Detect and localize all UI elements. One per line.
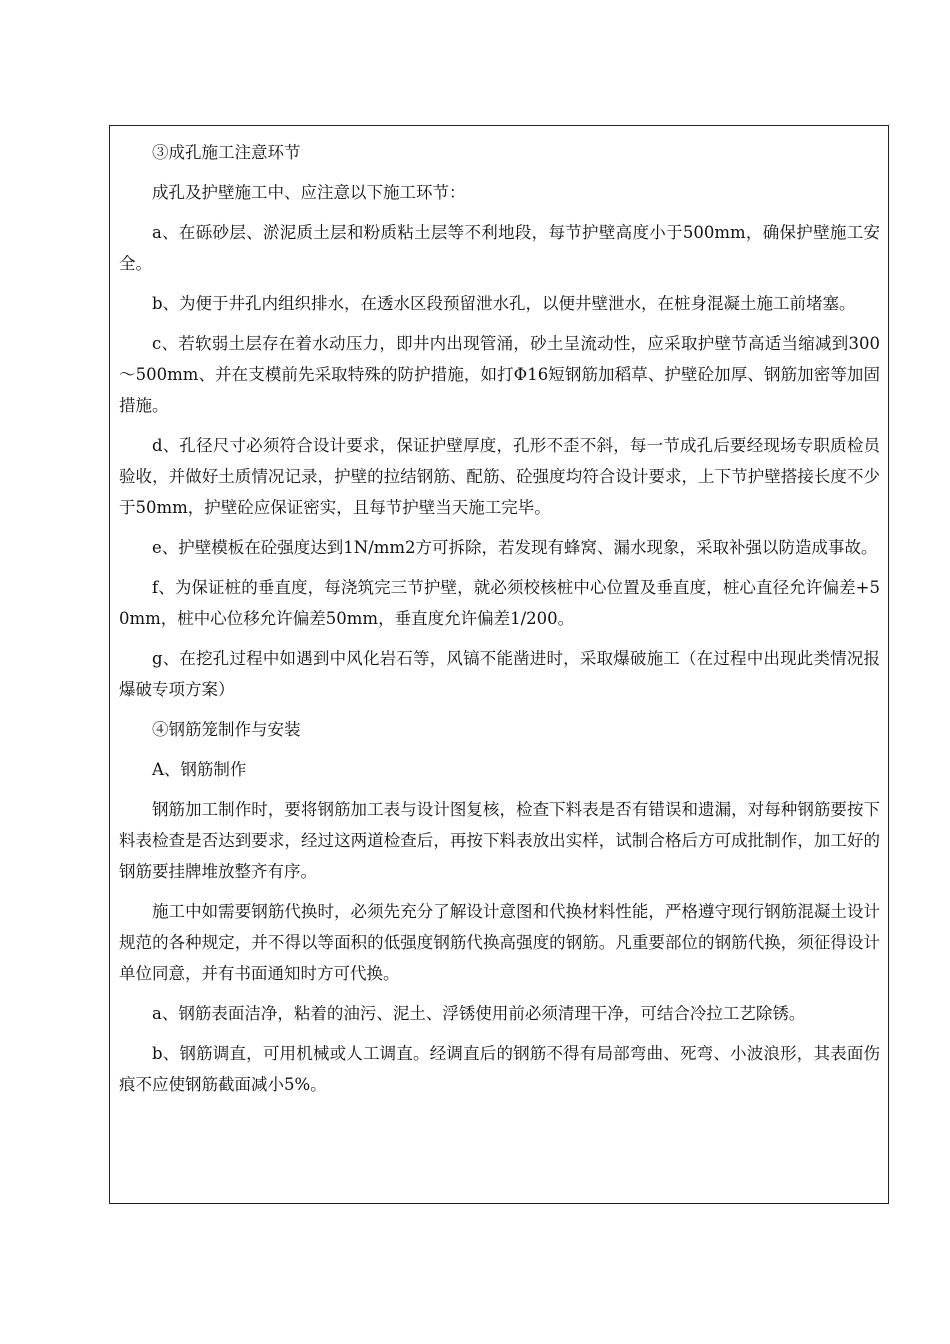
- paragraph-rebar-item-b: b、钢筋调直，可用机械或人工调直。经调直后的钢筋不得有局部弯曲、死弯、小波浪形，其表面伤痕不应使钢筋截面减小5%。: [119, 1044, 880, 1094]
- paragraph-item-d: d、孔径尺寸必须符合设计要求，保证护壁厚度，孔形不歪不斜，每一节成孔后要经现场专职质检员验收，并做好土质情况记录，护壁的拉结钢筋、配筋、砼强度均符合设计要求，上下节护壁搭接长度不少于50mm，护壁砼应保证密实，且每节护壁当天施工完毕。: [119, 436, 880, 517]
- paragraph-fabrication: 钢筋加工制作时，要将钢筋加工表与设计图复核，检查下料表是否有错误和遗漏，对每种钢筋要按下料表检查是否达到要求，经过这两道检查后，再按下料表放出实样，试制合格后方可成批制作，加工好的钢筋要挂牌堆放整齐有序。: [119, 800, 880, 881]
- subsection-heading-rebar-fabrication: A、钢筋制作: [152, 760, 247, 779]
- paragraph-rebar-item-a: a、钢筋表面洁净，粘着的油污、泥土、浮锈使用前必须清理干净，可结合冷拉工艺除锈。: [152, 1004, 806, 1023]
- paragraph-intro: 成孔及护壁施工中、应注意以下施工环节：: [152, 183, 466, 202]
- section-heading-hole-forming: ③成孔施工注意环节: [152, 143, 301, 162]
- paragraph-item-b: b、为便于井孔内组织排水，在透水区段预留泄水孔，以便井壁泄水，在桩身混凝土施工前堵塞。: [152, 294, 856, 313]
- section-heading-rebar-cage: ④钢筋笼制作与安装: [152, 720, 301, 739]
- document-frame: [109, 125, 889, 1204]
- paragraph-item-g: g、在挖孔过程中如遇到中风化岩石等，风镐不能凿进时，采取爆破施工（在过程中出现此类情况报爆破专项方案）: [119, 649, 880, 699]
- paragraph-item-f: f、为保证桩的垂直度，每浇筑完三节护壁，就必须校核桩中心位置及垂直度，桩心直径允许偏差+50mm，桩中心位移允许偏差50mm，垂直度允许偏差1/200。: [119, 578, 880, 628]
- paragraph-substitution: 施工中如需要钢筋代换时，必须先充分了解设计意图和代换材料性能，严格遵守现行钢筋混凝土设计规范的各种规定，并不得以等面积的低强度钢筋代换高强度的钢筋。凡重要部位的钢筋代换，须征得设计单位同意，并有书面通知时方可代换。: [119, 902, 880, 983]
- paragraph-item-c: c、若软弱土层存在着水动压力，即井内出现管涌，砂土呈流动性，应采取护壁节高适当缩减到300～500mm、并在支模前先采取特殊的防护措施，如打Φ16短钢筋加稻草、护壁砼加厚、钢筋加密等加固措施。: [119, 334, 880, 415]
- paragraph-item-a: a、在砾砂层、淤泥质土层和粉质粘土层等不利地段，每节护壁高度小于500mm，确保护壁施工安全。: [119, 223, 880, 273]
- paragraph-item-e: e、护壁模板在砼强度达到1N/mm2方可拆除，若发现有蜂窝、漏水现象，采取补强以防造成事故。: [152, 538, 878, 557]
